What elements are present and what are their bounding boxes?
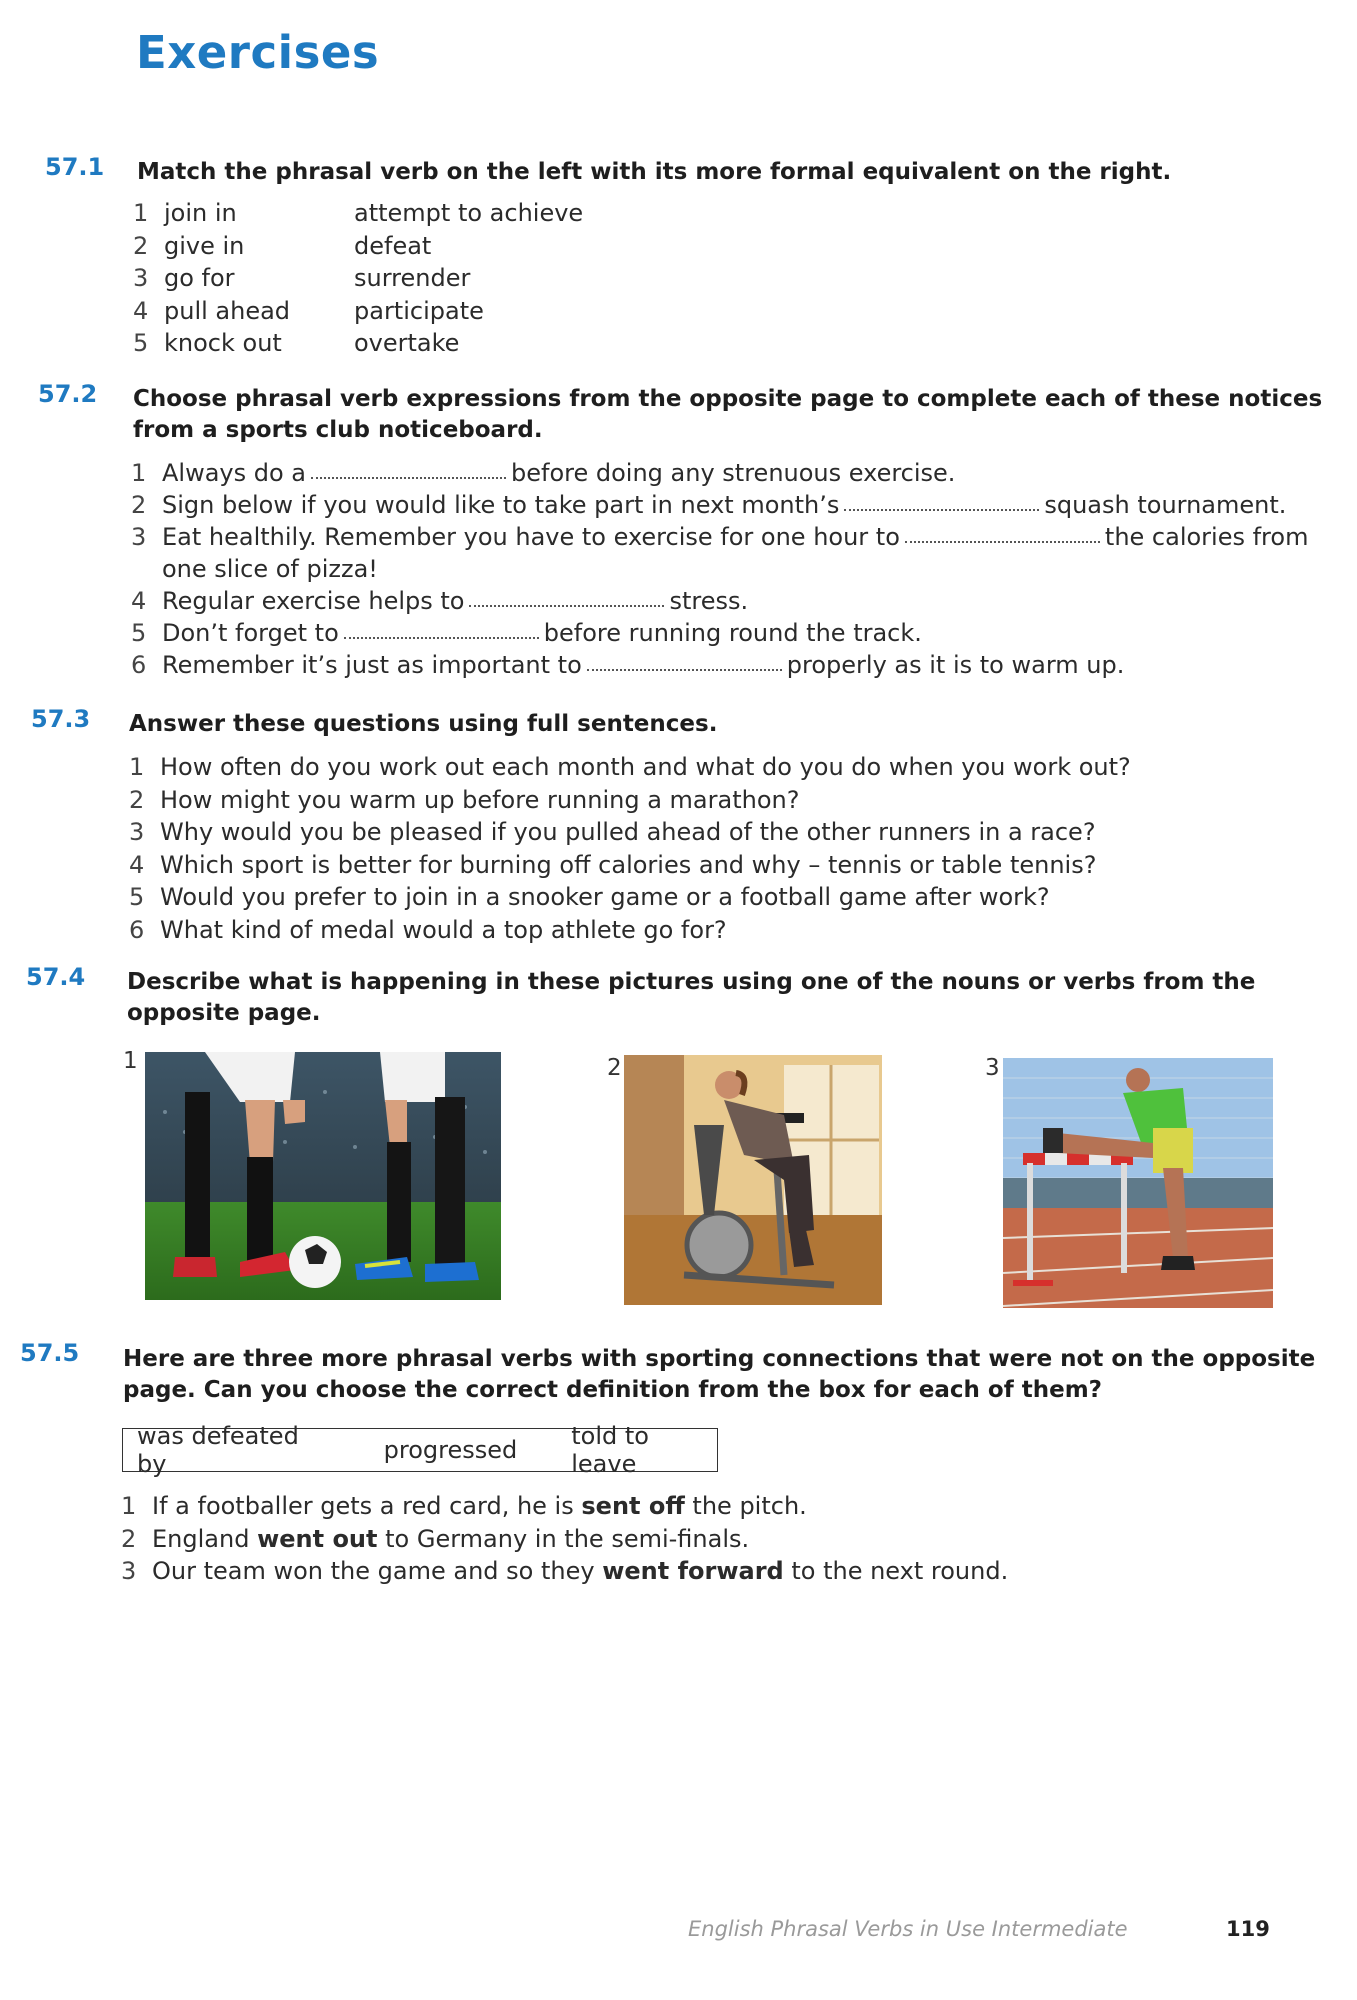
- question-list: [129, 751, 1131, 946]
- list-item: [129, 914, 1131, 947]
- definition-option: told to leave: [571, 1422, 649, 1478]
- match-item: [133, 262, 583, 295]
- football-illustration: [145, 1052, 501, 1300]
- phrasal-verb: pull ahead: [164, 296, 291, 325]
- blank-field[interactable]: [311, 457, 506, 479]
- exercise-bike-picture: [624, 1055, 882, 1305]
- list-item-continuation: [131, 553, 1308, 585]
- sentence-before: If a footballer gets a red card, he is: [152, 1492, 574, 1520]
- item-number: 3: [131, 523, 147, 551]
- item-number: 6: [131, 651, 147, 679]
- list-item: [129, 849, 1131, 882]
- formal-equivalent: participate: [354, 296, 484, 325]
- item-number: 4: [131, 587, 147, 615]
- item-number: 1: [133, 199, 149, 227]
- page-number: 119: [1226, 1917, 1270, 1941]
- list-item: [131, 489, 1308, 521]
- sentence-before: Our team won the game and so they: [152, 1557, 595, 1585]
- item-text-after: stress.: [669, 587, 749, 615]
- exercise-57-1: [45, 153, 1245, 363]
- hurdle-stretch-picture: [1003, 1058, 1273, 1308]
- instruction-line: from a sports club noticeboard.: [133, 417, 543, 443]
- item-number: 1: [129, 753, 145, 781]
- match-item: [133, 327, 583, 360]
- sentence-after: to Germany in the semi-finals.: [385, 1524, 750, 1553]
- sentence-before: England: [152, 1524, 250, 1553]
- phrasal-verb: knock out: [164, 329, 282, 357]
- item-number: 4: [129, 850, 145, 879]
- picture-number: 1: [123, 1048, 138, 1074]
- phrasal-verb: sent off: [581, 1492, 685, 1520]
- item-number: 3: [129, 818, 145, 846]
- phrasal-verb: join in: [164, 199, 237, 227]
- formal-equivalent: defeat: [354, 231, 432, 260]
- book-title-footer: English Phrasal Verbs in Use Intermediate: [688, 1917, 1128, 1941]
- exercise-instruction: Answer these questions using full sentences.: [129, 711, 718, 737]
- football-picture: [145, 1052, 501, 1300]
- item-number: 1: [121, 1492, 137, 1520]
- picture-number: 2: [607, 1055, 622, 1081]
- blank-field[interactable]: [844, 489, 1039, 511]
- notice-list: [131, 457, 1308, 681]
- sentence-list: [121, 1490, 1008, 1588]
- list-item: [121, 1555, 1008, 1588]
- definition-option: was defeated by: [137, 1422, 299, 1478]
- list-item: [129, 751, 1131, 784]
- question-text: Why would you be pleased if you pulled ahead of the other runners in a race?: [160, 818, 1096, 846]
- item-number: 5: [129, 883, 145, 911]
- exercise-number: 57.3: [31, 705, 91, 733]
- instruction-line: Describe what is happening in these pictures using one of the nouns or verbs from the: [127, 969, 1256, 995]
- phrasal-verb: went out: [257, 1524, 378, 1553]
- instruction-line: Choose phrasal verb expressions from the opposite page to complete each of these notices: [133, 386, 1323, 412]
- list-item: [129, 881, 1131, 914]
- exercise-number: 57.1: [45, 153, 105, 181]
- item-number: 2: [133, 231, 149, 260]
- blank-field[interactable]: [905, 521, 1100, 543]
- picture-number: 3: [985, 1055, 1000, 1081]
- list-item: [131, 617, 1308, 649]
- item-text-after: before doing any strenuous exercise.: [511, 459, 956, 487]
- question-text: How often do you work out each month and what do you do when you work out?: [160, 753, 1131, 781]
- match-item: [133, 230, 583, 263]
- exercise-bike-illustration: [624, 1055, 882, 1305]
- match-item: [133, 295, 583, 328]
- instruction-line: opposite page.: [127, 1000, 321, 1026]
- item-text-after: the calories from: [1104, 523, 1309, 551]
- page-title: Exercises: [136, 26, 380, 79]
- item-text-continuation: one slice of pizza!: [162, 555, 378, 583]
- item-text-before: Don’t forget to: [162, 619, 339, 647]
- phrasal-verb: went forward: [602, 1557, 784, 1585]
- item-number: 5: [133, 329, 149, 357]
- exercise-instruction: [133, 384, 1322, 446]
- exercise-number: 57.4: [26, 963, 86, 991]
- item-number: 2: [129, 785, 145, 814]
- item-text-before: Eat healthily. Remember you have to exercise for one hour to: [162, 523, 900, 551]
- exercise-instruction: Match the phrasal verb on the left with its more formal equivalent on the right.: [137, 159, 1172, 185]
- item-number: 2: [131, 491, 147, 519]
- list-item: [121, 1523, 1008, 1556]
- definition-option: progressed: [383, 1436, 518, 1464]
- phrasal-verb: give in: [164, 231, 245, 260]
- item-text-after: squash tournament.: [1044, 491, 1287, 519]
- sentence-after: to the next round.: [791, 1557, 1009, 1585]
- match-list: [133, 197, 583, 360]
- question-text: How might you warm up before running a marathon?: [160, 785, 800, 814]
- list-item: [131, 521, 1308, 553]
- exercise-57-2: [38, 380, 1328, 700]
- item-text-after: properly as it is to warm up.: [786, 651, 1125, 679]
- item-text-before: Always do a: [162, 459, 307, 487]
- question-text: What kind of medal would a top athlete go for?: [160, 915, 727, 944]
- formal-equivalent: surrender: [354, 264, 471, 292]
- item-number: 5: [131, 619, 147, 647]
- blank-field[interactable]: [469, 585, 664, 607]
- list-item: [131, 649, 1308, 681]
- list-item: [129, 816, 1131, 849]
- blank-field[interactable]: [344, 617, 539, 639]
- phrasal-verb: go for: [164, 264, 235, 292]
- list-item: [131, 457, 1308, 489]
- instruction-line: Here are three more phrasal verbs with sporting connections that were not on the opposite: [123, 1346, 1316, 1372]
- exercise-number: 57.2: [38, 380, 98, 408]
- question-text: Which sport is better for burning off calories and why – tennis or table tennis?: [160, 850, 1097, 879]
- item-number: 6: [129, 915, 145, 944]
- item-number: 3: [133, 264, 149, 292]
- item-number: 2: [121, 1524, 137, 1553]
- list-item: [129, 784, 1131, 817]
- hurdle-stretch-illustration: [1003, 1058, 1273, 1308]
- list-item: [131, 585, 1308, 617]
- item-text-after: before running round the track.: [543, 619, 922, 647]
- item-number: 4: [133, 296, 149, 325]
- exercise-57-4: [26, 963, 1326, 1043]
- instruction-line: page. Can you choose the correct definition from the box for each of them?: [123, 1377, 1103, 1403]
- exercise-instruction: [123, 1344, 1315, 1406]
- formal-equivalent: attempt to achieve: [354, 199, 584, 227]
- question-text: Would you prefer to join in a snooker game or a football game after work?: [160, 883, 1050, 911]
- list-item: [121, 1490, 1008, 1523]
- exercise-57-3: [31, 705, 1321, 955]
- item-text-before: Regular exercise helps to: [162, 587, 465, 615]
- blank-field[interactable]: [587, 649, 782, 671]
- item-text-before: Sign below if you would like to take part in next month’s: [162, 491, 840, 519]
- formal-equivalent: overtake: [354, 329, 460, 357]
- item-number: 1: [131, 459, 147, 487]
- item-number: 3: [121, 1557, 137, 1585]
- exercise-instruction: [127, 967, 1255, 1029]
- match-item: [133, 197, 583, 230]
- definitions-box: [122, 1422, 718, 1478]
- exercise-number: 57.5: [20, 1339, 80, 1367]
- item-text-before: Remember it’s just as important to: [162, 651, 582, 679]
- sentence-after: the pitch.: [692, 1492, 807, 1520]
